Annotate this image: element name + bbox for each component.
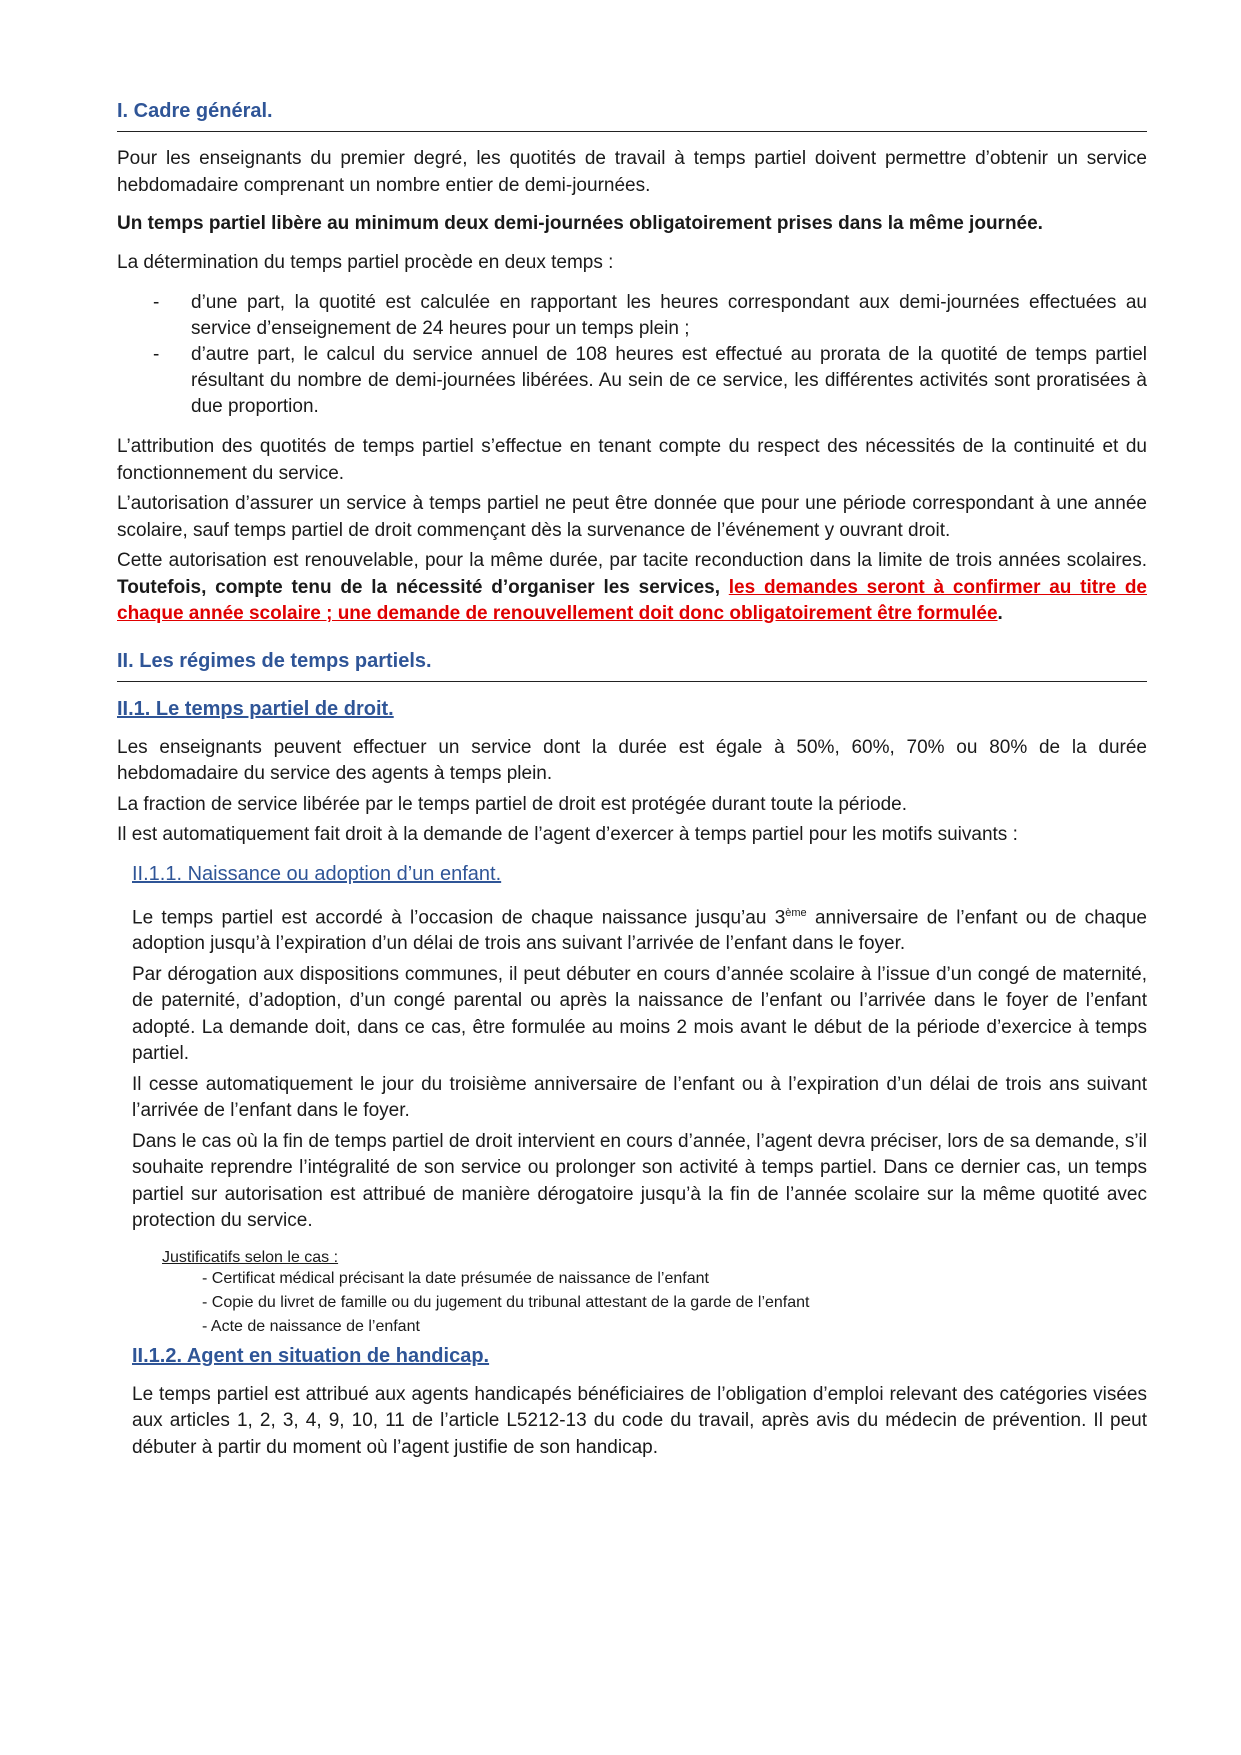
subsection-2-1-1-title: II.1.1. Naissance ou adoption d’un enfant. — [132, 862, 502, 885]
important-notice: les demandes seront à confirmer au titre de chaque année scolaire ; une demande de renouvellement doit donc obligatoirement être formulée — [117, 576, 1147, 624]
subsection-2-1-2-title: II.1.2. Agent en situation de handicap. — [132, 1344, 490, 1367]
paragraph: Les enseignants peuvent effectuer un service dont la durée est égale à 50%, 60%, 70% ou 80% de la durée hebdomadaire du service des agents à temps plein. — [117, 736, 1147, 784]
paragraph: Par dérogation aux dispositions communes, il peut débuter en cours d’année scolaire à l’issue d’un congé de maternité, de paternité, d’adoption, d’un congé parental ou après la naissance de l’enfant ou l’arrivée dans le foyer de l’enfant adopté. La demande doit, dans ce cas, être formulée au moins 2 mois avant le début de la période d’exercice à temps partiel. — [132, 963, 1147, 1065]
list-item: - Certificat médical précisant la date présumée de naissance de l’enfant — [202, 1269, 709, 1287]
paragraph: Il cesse automatiquement le jour du troisième anniversaire de l’enfant ou à l’expiration d’un délai de trois ans suivant l’arrivée de l’enfant dans le foyer. — [132, 1073, 1147, 1122]
list-item: - Copie du livret de famille ou du jugement du tribunal attestant de la garde de l’enfant — [202, 1293, 810, 1311]
bold-paragraph: Un temps partiel libère au minimum deux demi-journées obligatoirement prises dans la même journée. — [117, 213, 1043, 234]
justificatifs-list — [132, 1267, 1147, 1339]
paragraph: La fraction de service libérée par le temps partiel de droit est protégée durant toute la période. — [117, 793, 908, 815]
document-page — [117, 100, 1147, 1461]
paragraph: Pour les enseignants du premier degré, les quotités de travail à temps partiel doivent permettre d’obtenir un service hebdomadaire comprenant un nombre entier de demi-journées. — [117, 148, 1147, 196]
section-2-title: II. Les régimes de temps partiels. — [117, 650, 1147, 682]
dash-icon: - — [153, 292, 160, 313]
paragraph: Dans le cas où la fin de temps partiel de droit intervient en cours d’année, l’agent devra préciser, lors de sa demande, s’il souhaite reprendre l’intégralité de son service ou prolonger son activité à temps partiel. Dans ce dernier cas, un temps partiel sur autorisation est attribué de manière dérogatoire jusqu’à la fin de l’année scolaire sur la même quotité avec protection du service. — [132, 1130, 1147, 1232]
list-item: - Acte de naissance de l’enfant — [202, 1317, 420, 1335]
paragraph: L’attribution des quotités de temps partiel s’effectue en tenant compte du respect des nécessités de la continuité et du fonctionnement du service. — [117, 436, 1147, 484]
paragraph-renewal: Cette autorisation est renouvelable, pour la même durée, par tacite reconduction dans la limite de trois années scolaires. Toutefois, compte tenu de la nécessité d’organiser les services, les demandes seront à confirmer au titre de chaque année scolaire ; une demande de renouvellement doit donc obligatoirement être formulée. — [117, 550, 1147, 624]
section-1-title: I. Cadre général. — [117, 100, 1147, 132]
paragraph: Le temps partiel est attribué aux agents handicapés bénéficiaires de l’obligation d’emploi relevant des catégories visées aux articles 1, 2, 3, 4, 9, 10, 11 de l’article L5212-13 du code du travail, après avis du médecin de prévention. Il peut débuter à partir du moment où l’agent justifie de son handicap. — [132, 1383, 1147, 1458]
bullet-item: - d’une part, la quotité est calculée en rapportant les heures correspondant aux demi-journées effectuées au service d’enseignement de 24 heures pour un temps plein ; — [153, 292, 1147, 339]
bullet-list — [117, 290, 1147, 420]
paragraph: L’autorisation d’assurer un service à temps partiel ne peut être donnée que pour une période correspondant à une année scolaire, sauf temps partiel de droit commençant dès la survenance de l’événement y ouvrant droit. — [117, 493, 1147, 541]
paragraph: La détermination du temps partiel procède en deux temps : — [117, 251, 614, 273]
bullet-item: - d’autre part, le calcul du service annuel de 108 heures est effectué au prorata de la quotité de temps partiel résultant du nombre de demi-journées libérées. Au sein de ce service, les différentes activités sont proratisées à due proportion. — [153, 344, 1147, 417]
dash-icon: - — [153, 344, 160, 365]
justificatifs-title: Justificatifs selon le cas : — [162, 1248, 339, 1266]
subsection-2-1-1 — [117, 863, 1147, 1462]
paragraph: Il est automatiquement fait droit à la demande de l’agent d’exercer à temps partiel pour les motifs suivants : — [117, 824, 1018, 845]
paragraph: Le temps partiel est accordé à l’occasion de chaque naissance jusqu’au 3ème anniversaire de l’enfant ou de chaque adoption jusqu’à l’expiration d’un délai de trois ans suivant l’arrivée de l’enfant dans le foyer. — [132, 906, 1147, 955]
subsection-2-1-title: II.1. Le temps partiel de droit. — [117, 697, 394, 720]
